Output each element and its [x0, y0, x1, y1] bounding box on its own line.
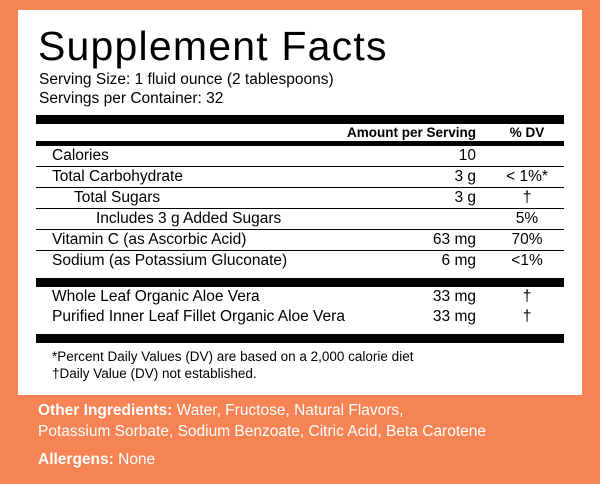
row-label: Total Sugars [36, 188, 368, 209]
row-amount: 33 mg [432, 308, 476, 325]
row-amount: 63 mg [368, 230, 490, 251]
nutrition-table [36, 124, 564, 141]
servings-per-container-text: Servings per Container: 32 [39, 90, 224, 107]
serving-size-text: Serving Size: 1 fluid ounce (2 tablespoons) [39, 71, 334, 88]
row-label: Sodium (as Potassium Gluconate) [52, 252, 288, 269]
row-label: Vitamin C (as Ascorbic Acid) [36, 230, 368, 251]
row-amount: 33 mg [432, 288, 476, 305]
header-blank [36, 124, 347, 141]
row-label: Calories [36, 146, 368, 167]
row-amount: 3 g [368, 188, 490, 209]
table-row [36, 251, 564, 272]
row-amount: 10 [368, 146, 490, 167]
row-amount [368, 209, 490, 230]
header-percent-dv: % DV [509, 125, 545, 140]
row-dv: † [522, 288, 532, 305]
table-row [36, 287, 564, 307]
row-dv [490, 146, 564, 167]
table-row [36, 307, 564, 327]
footnote-daily-value: †Daily Value (DV) not established. [52, 366, 257, 381]
other-ingredients [38, 400, 572, 442]
table-row [36, 146, 564, 167]
other-ingredients-line1: Water, Fructose, Natural Flavors, [172, 402, 404, 419]
row-dv: <1% [511, 252, 543, 269]
row-label: Includes 3 g Added Sugars [36, 209, 368, 230]
table-row [36, 188, 564, 209]
row-dv: † [522, 308, 532, 325]
table-row [36, 230, 564, 251]
row-amount: 6 mg [441, 252, 476, 269]
allergens [38, 449, 572, 470]
footnote-percent-dv: *Percent Daily Values (DV) are based on a 2,000 calorie diet [52, 349, 414, 364]
row-label: Whole Leaf Organic Aloe Vera [52, 288, 260, 305]
allergens-label: Allergens: [38, 451, 114, 468]
bottom-info [38, 400, 572, 470]
divider-thick-middle [36, 278, 564, 287]
divider-thick-bottom [36, 334, 564, 343]
allergens-value: None [113, 451, 156, 468]
row-amount: 3 g [368, 167, 490, 188]
other-ingredients-label: Other Ingredients: [38, 402, 173, 419]
row-dv: † [490, 188, 564, 209]
row-dv: 70% [490, 230, 564, 251]
divider-thick-top [36, 115, 564, 124]
other-ingredients-line2: Potassium Sorbate, Sodium Benzoate, Citric Acid, Beta Carotene [38, 423, 487, 440]
row-dv: 5% [490, 209, 564, 230]
table-row [36, 209, 564, 230]
row-label: Total Carbohydrate [36, 167, 368, 188]
facts-panel [18, 10, 582, 395]
page-title: Supplement Facts [38, 23, 388, 69]
nutrition-rows [36, 146, 564, 271]
botanical-rows [36, 287, 564, 327]
table-row [36, 167, 564, 188]
row-label: Purified Inner Leaf Fillet Organic Aloe Vera [52, 308, 345, 325]
row-dv: < 1%* [490, 167, 564, 188]
table-header-row [36, 124, 564, 141]
header-amount-per-serving: Amount per Serving [346, 125, 476, 140]
